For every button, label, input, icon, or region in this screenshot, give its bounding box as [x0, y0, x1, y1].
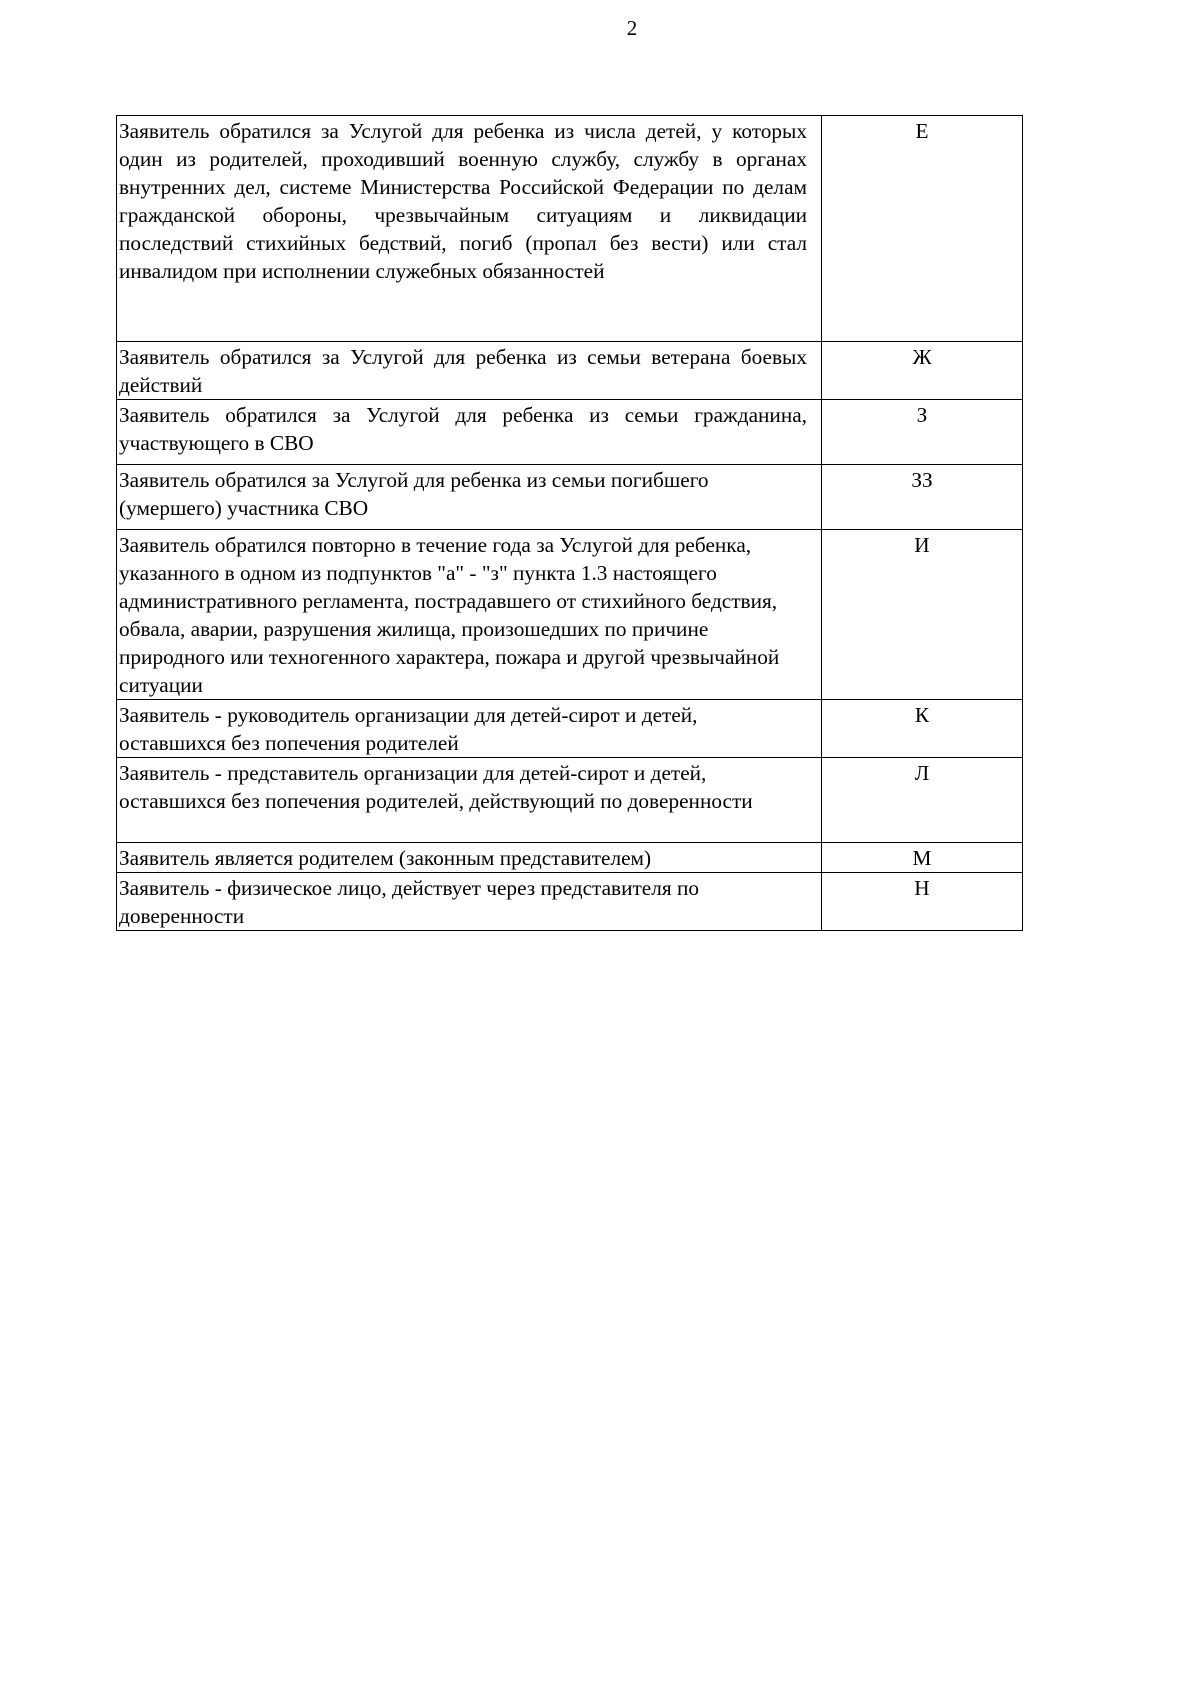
- page-number: 2: [626, 16, 638, 40]
- table-row: [117, 530, 1023, 700]
- row-code: Ж: [822, 342, 1023, 400]
- row-description: Заявитель обратился за Услугой для ребенка из числа детей, у которых один из родителей, проходивший военную службу, службу в органах внутренних дел, системе Министерства Российской Федерации по делам гражданской обороны, чрезвычайным ситуациям и ликвидации последствий стихийных бедствий, погиб (пропал без вести) или стал инвалидом при исполнении служебных обязанностей: [117, 116, 822, 342]
- row-code: З: [822, 400, 1023, 465]
- row-code: М: [822, 843, 1023, 873]
- table-row: [117, 465, 1023, 530]
- row-code: Л: [822, 758, 1023, 843]
- table-row: [117, 758, 1023, 843]
- applicant-codes-table: [116, 115, 1023, 931]
- row-code: Е: [822, 116, 1023, 342]
- row-code: ЗЗ: [822, 465, 1023, 530]
- row-code: Н: [822, 873, 1023, 931]
- table-row: [117, 700, 1023, 758]
- row-description: Заявитель - представитель организации для детей-сирот и детей, оставшихся без попечения родителей, действующий по доверенности: [117, 758, 822, 843]
- row-description: Заявитель является родителем (законным представителем): [117, 843, 822, 873]
- row-description: Заявитель обратился за Услугой для ребенка из семьи ветерана боевых действий: [117, 342, 822, 400]
- row-code: К: [822, 700, 1023, 758]
- table-row: [117, 873, 1023, 931]
- row-code: И: [822, 530, 1023, 700]
- table-row: [117, 843, 1023, 873]
- row-description: Заявитель - физическое лицо, действует через представителя по доверенности: [117, 873, 822, 931]
- table-row: [117, 400, 1023, 465]
- row-description: Заявитель - руководитель организации для детей-сирот и детей, оставшихся без попечения родителей: [117, 700, 822, 758]
- table-row: [117, 116, 1023, 342]
- table-row: [117, 342, 1023, 400]
- row-description: Заявитель обратился повторно в течение года за Услугой для ребенка, указанного в одном из подпунктов "а" - "з" пункта 1.3 настоящего административного регламента, пострадавшего от стихийного бедствия, обвала, аварии, разрушения жилища, произошедших по причине природного или техногенного характера, пожара и другой чрезвычайной ситуации: [117, 530, 822, 700]
- row-description: Заявитель обратился за Услугой для ребенка из семьи погибшего (умершего) участника СВО: [117, 465, 822, 530]
- row-description: Заявитель обратился за Услугой для ребенка из семьи гражданина, участвующего в СВО: [117, 400, 822, 465]
